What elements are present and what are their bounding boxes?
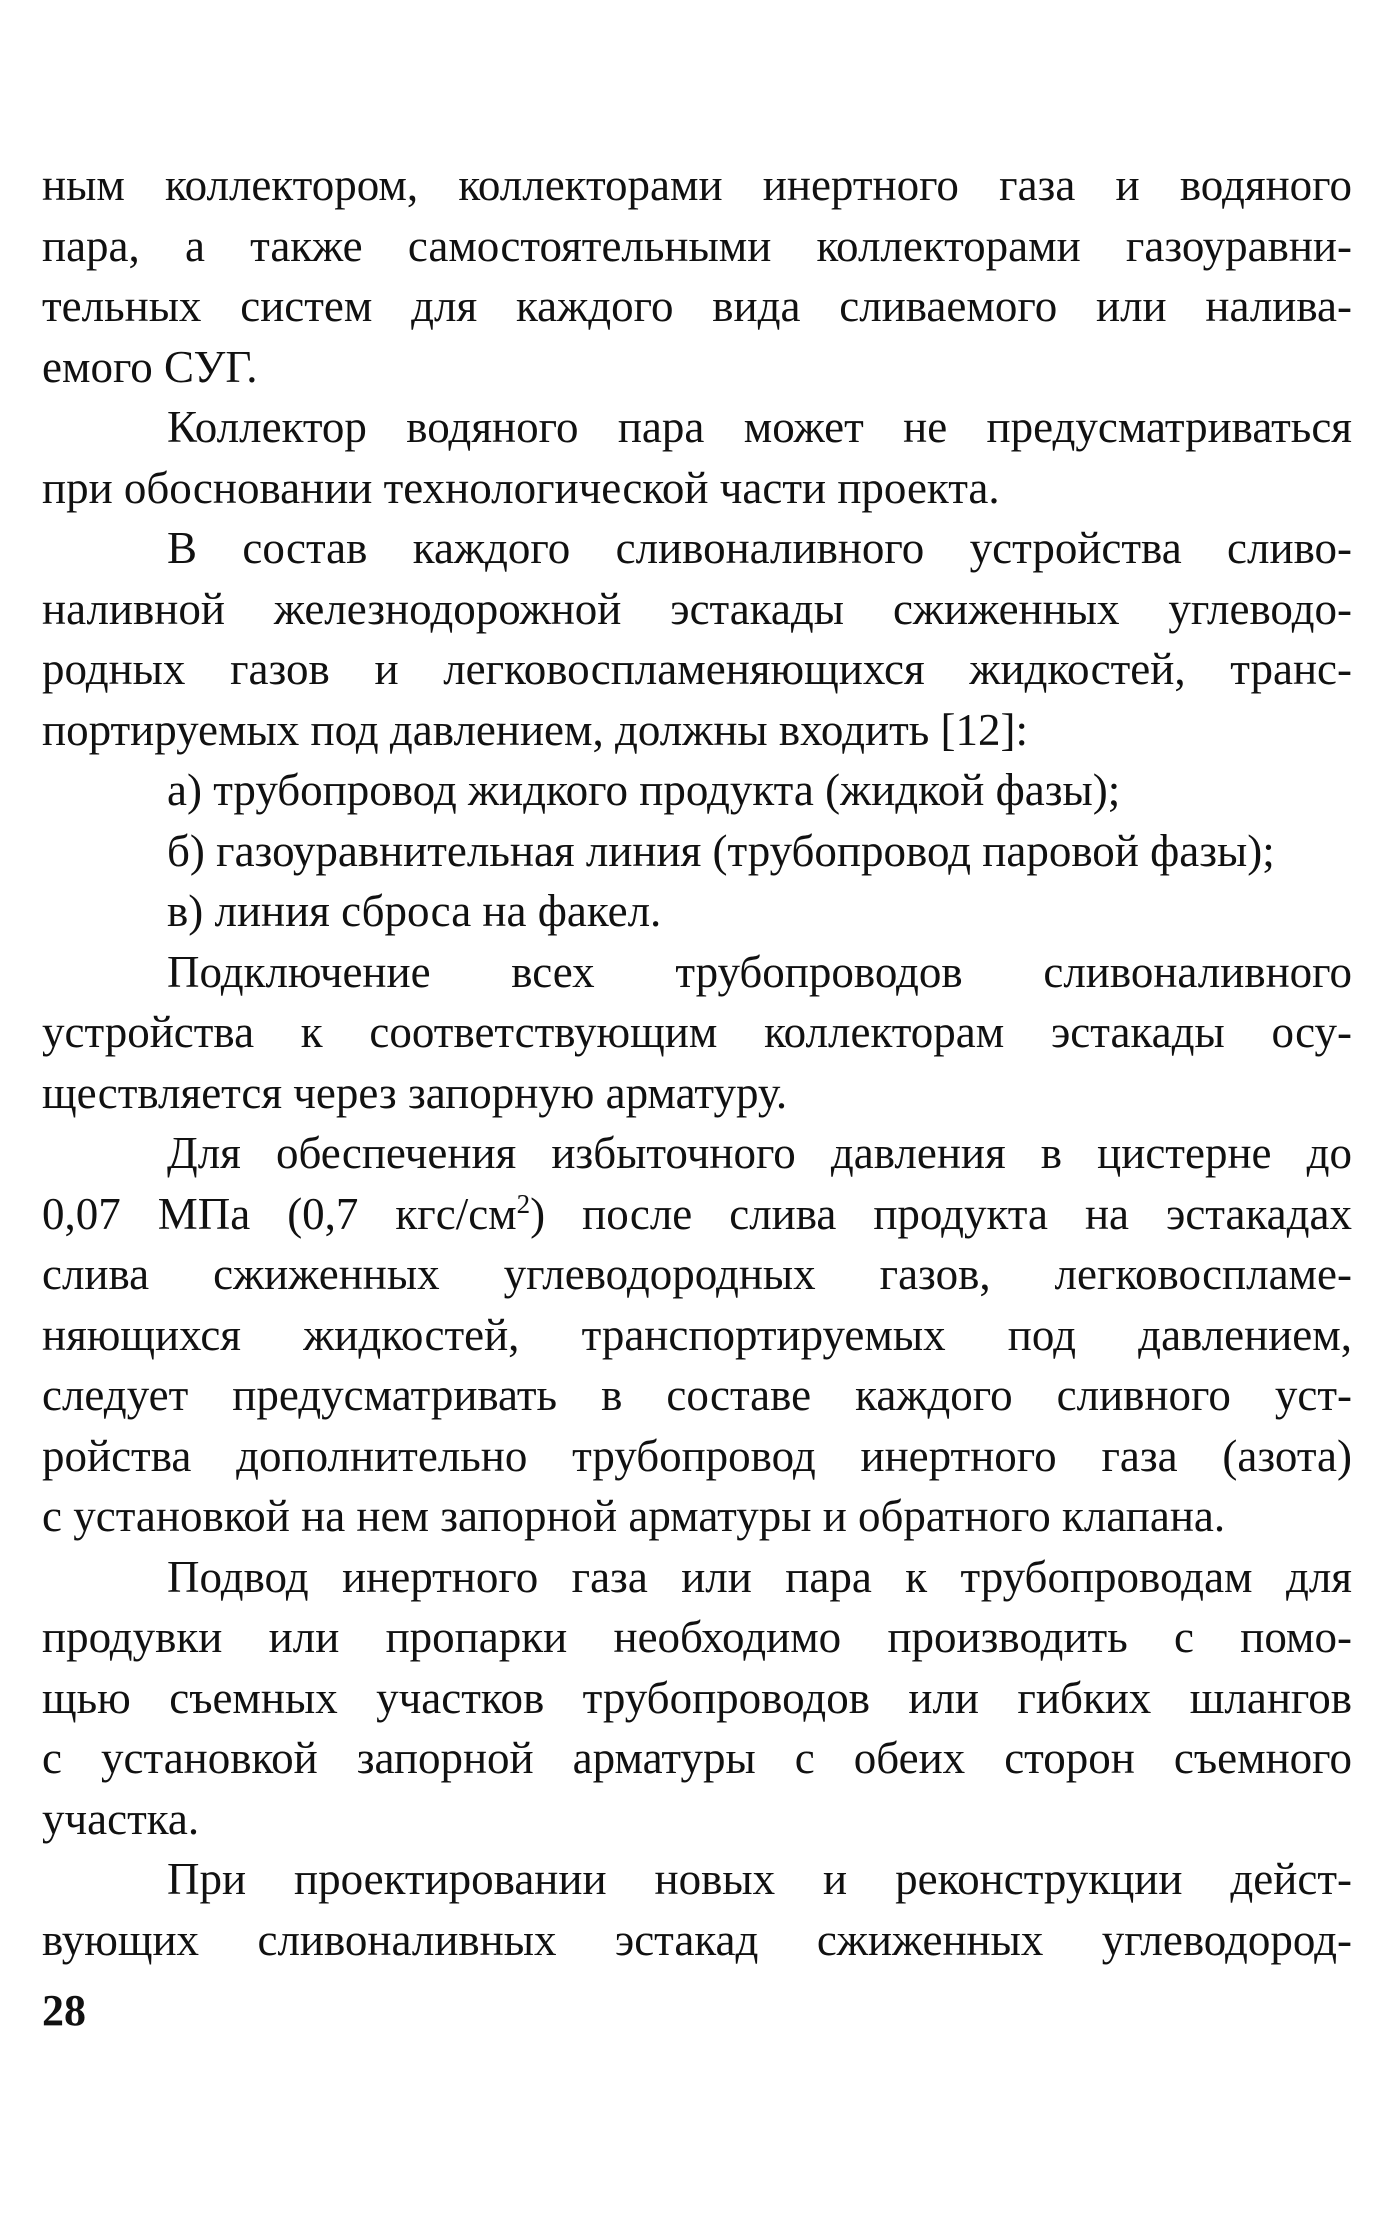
superscript: 2 [516, 1188, 531, 1219]
text-line: Коллектор водяного пара может не предусматриваться [167, 402, 1352, 452]
paragraph-6 [42, 1547, 1352, 1850]
text-line: при обосновании технологической части проекта. [42, 462, 1000, 513]
text-line: устройства к соответствующим коллекторам эстакады осу- [42, 1007, 1352, 1057]
body-text [42, 155, 1352, 1970]
text-line: ществляется через запорную арматуру. [42, 1067, 788, 1118]
text-line: наливной железнодорожной эстакады сжиженных углеводо- [42, 583, 1352, 634]
paragraph-4 [42, 942, 1352, 1124]
paragraph-3 [42, 518, 1352, 760]
text-line: няющихся жидкостей, транспортируемых под давлением, [42, 1309, 1352, 1360]
text-line-with-superscript [42, 1184, 1352, 1245]
text-line: слива сжиженных углеводородных газов, легковоспламе- [42, 1249, 1352, 1299]
text-line: а) трубопровод жидкого продукта (жидкой фазы); [167, 765, 1121, 815]
text-fragment: 0,07 МПа (0,7 кгс/см [42, 1188, 517, 1239]
text-line: в) линия сброса на факел. [167, 886, 662, 936]
text-line: следует предусматривать в составе каждого сливного уст- [42, 1370, 1352, 1420]
paragraph-5 [42, 1123, 1352, 1547]
text-line: участка. [42, 1793, 200, 1844]
text-line: При проектировании новых и реконструкции дейст- [167, 1854, 1352, 1904]
text-line: В состав каждого сливоналивного устройства сливо- [167, 523, 1352, 573]
text-line: щью съемных участков трубопроводов или гибких шлангов [42, 1672, 1352, 1723]
paragraph-7 [42, 1849, 1352, 1970]
text-line: Для обеспечения избыточного давления в цистерне до [167, 1128, 1352, 1178]
text-line: с установкой запорной арматуры с обеих сторон съемного [42, 1733, 1352, 1783]
text-line: ройства дополнительно трубопровод инертного газа (азота) [42, 1430, 1352, 1481]
list-item-b [42, 821, 1352, 882]
text-line: б) газоуравнительная линия (трубопровод паровой фазы); [167, 825, 1275, 876]
list-item-a [42, 760, 1352, 821]
text-line: вующих сливоналивных эстакад сжиженных углеводород- [42, 1914, 1352, 1965]
page-number: 28 [42, 1986, 86, 2035]
text-line: портируемых под давлением, должны входить [12]: [42, 704, 1029, 755]
paragraph-1 [42, 155, 1352, 397]
text-fragment: ) после слива продукта на эстакадах [530, 1188, 1352, 1239]
text-line: тельных систем для каждого вида сливаемого или налива- [42, 281, 1352, 331]
text-line: емого СУГ. [42, 341, 258, 392]
text-line: родных газов и легковоспламеняющихся жидкостей, транс- [42, 644, 1352, 694]
list-item-c [42, 881, 1352, 942]
text-line: ным коллектором, коллекторами инертного газа и водяного [42, 160, 1352, 210]
text-line: с установкой на нем запорной арматуры и обратного клапана. [42, 1491, 1226, 1541]
text-line: продувки или пропарки необходимо производить с помо- [42, 1612, 1352, 1662]
text-line: пара, а также самостоятельными коллекторами газоуравни- [42, 220, 1352, 271]
text-line: Подвод инертного газа или пара к трубопроводам для [167, 1551, 1352, 1602]
text-line: Подключение всех трубопроводов сливоналивного [167, 946, 1352, 997]
paragraph-2 [42, 397, 1352, 518]
